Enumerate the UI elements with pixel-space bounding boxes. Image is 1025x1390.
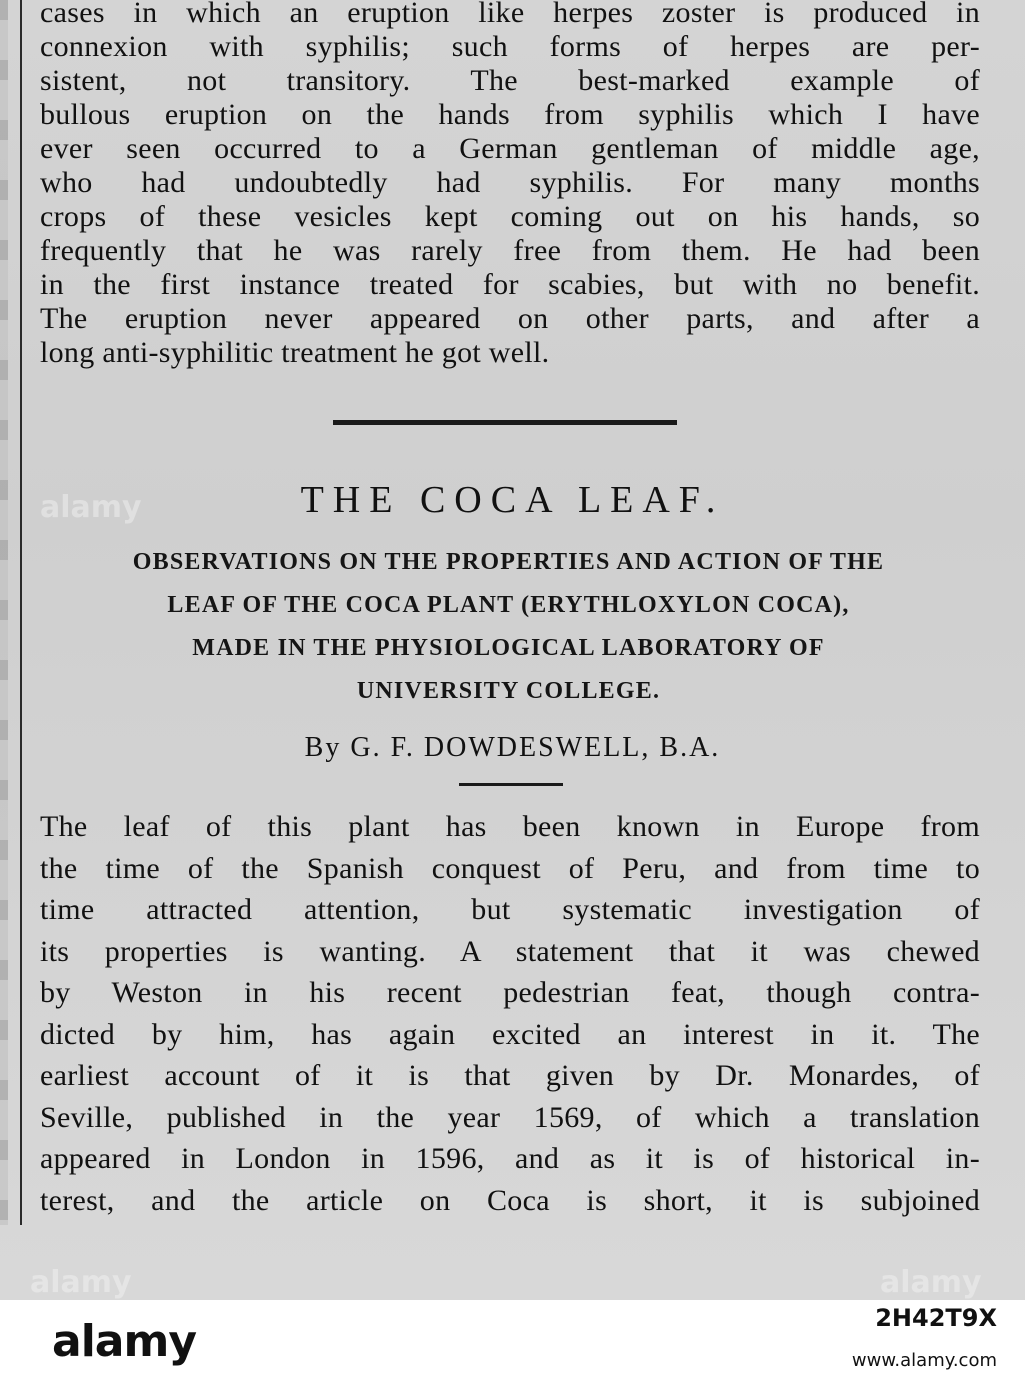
text-line: the time of the Spanish conquest of Peru, and from time to — [40, 851, 980, 885]
text-line: The eruption never appeared on other parts, and after a — [40, 302, 980, 335]
adjacent-column-edge — [0, 0, 8, 1225]
text-line: connexion with syphilis; such forms of herpes are per- — [40, 30, 980, 63]
column-rule — [20, 0, 22, 1225]
watermark-faint: alamy — [40, 490, 142, 525]
text-line: by Weston in his recent pedestrian feat, though contra- — [40, 976, 980, 1009]
section-divider — [333, 420, 677, 425]
watermark-faint: alamy — [880, 1265, 982, 1300]
text-line: The leaf of this plant has been known in Europe from — [40, 810, 980, 843]
image-id: 2H42T9X — [875, 1304, 997, 1332]
text-line: earliest account of it is that given by Dr. Monardes, of — [40, 1059, 980, 1092]
article-byline: By G. F. DOWDESWELL, B.A. — [304, 732, 721, 763]
byline-divider — [459, 783, 563, 786]
text-line: in the first instance treated for scabies, but with no benefit. — [40, 268, 980, 301]
text-line: frequently that he was rarely free from them. He had been — [40, 234, 980, 267]
text-line: sistent, not transitory. The best-marked example of — [40, 64, 980, 97]
text-line: dicted by him, has again excited an interest in it. The — [40, 1017, 980, 1051]
text-line: time attracted attention, but systematic investigation of — [40, 893, 980, 926]
watermark-url: www.alamy.com — [851, 1350, 997, 1371]
text-line: terest, and the article on Coca is short, it is subjoined — [40, 1183, 980, 1217]
alamy-logo: alamy — [52, 1316, 196, 1367]
article-subtitle-line: UNIVERSITY COLLEGE. — [356, 678, 661, 704]
text-line: who had undoubtedly had syphilis. For many months — [40, 166, 980, 199]
article-subtitle-line: OBSERVATIONS ON THE PROPERTIES AND ACTION OF THE — [132, 549, 885, 575]
text-line: crops of these vesicles kept coming out on his hands, so — [40, 200, 980, 233]
text-line: long anti-syphilitic treatment he got well. — [40, 336, 550, 369]
article-subtitle-line: MADE IN THE PHYSIOLOGICAL LABORATORY OF — [192, 635, 825, 661]
text-line: appeared in London in 1596, and as it is of historical in- — [40, 1142, 980, 1175]
text-line: bullous eruption on the hands from syphilis which I have — [40, 98, 980, 131]
text-line: its properties is wanting. A statement that it was chewed — [40, 934, 980, 968]
article-subtitle-line: LEAF OF THE COCA PLANT (ERYTHLOXYLON COCA), — [167, 592, 850, 618]
previous-article-text — [40, 0, 980, 370]
text-line: Seville, published in the year 1569, of which a translation — [40, 1100, 980, 1134]
article-title: THE COCA LEAF. — [300, 479, 725, 521]
article-body-text — [40, 806, 980, 1221]
text-line: cases in which an eruption like herpes zoster is produced in — [40, 0, 980, 29]
text-line: ever seen occurred to a German gentleman of middle age, — [40, 132, 980, 165]
watermark-faint: alamy — [30, 1265, 132, 1300]
